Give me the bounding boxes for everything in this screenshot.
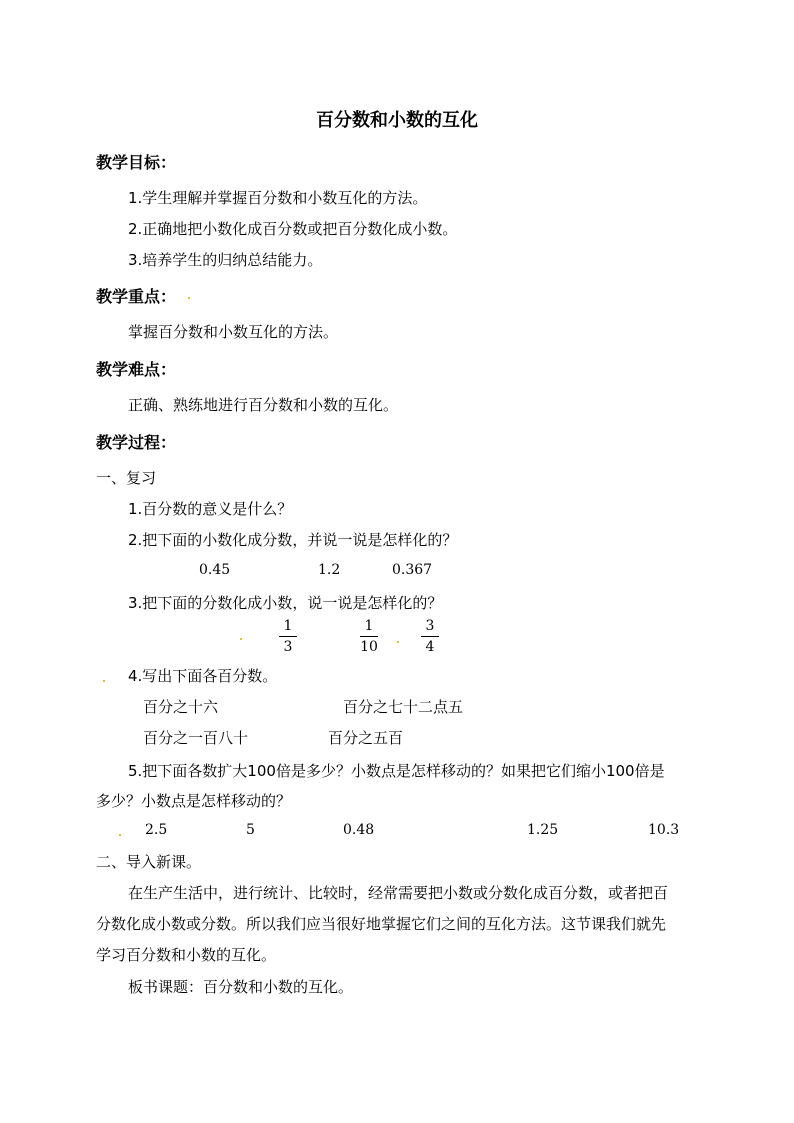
- review-q1: 1.百分数的意义是什么？: [128, 500, 293, 518]
- q5-value-1: 2.5: [145, 822, 168, 838]
- q4-item-1: 百分之十六: [143, 698, 219, 716]
- fraction-numerator: 1: [364, 618, 374, 634]
- fraction-numerator: 3: [425, 618, 435, 634]
- fraction-numerator: 1: [283, 618, 293, 634]
- q5-value-3: 0.48: [343, 822, 375, 838]
- q2-value-1: 0.45: [199, 562, 231, 578]
- board-title: 板书课题：百分数和小数的互化。: [128, 978, 354, 996]
- review-q5-line2: 多少？小数点是怎样移动的？: [96, 792, 292, 810]
- intro-paragraph-line3: 学习百分数和小数的互化。: [96, 946, 277, 964]
- q5-value-2: 5: [246, 822, 255, 838]
- goal-item-3: 3.培养学生的归纳总结能力。: [128, 251, 323, 269]
- page-title: 百分数和小数的互化: [316, 110, 478, 131]
- difficulty-heading: 教学难点：: [96, 360, 177, 379]
- review-q5-line1: 5.把下面各数扩大100倍是多少？小数点是怎样移动的？如果把它们缩小100倍是: [128, 762, 665, 780]
- q2-value-3: 0.367: [392, 562, 433, 578]
- fraction-denominator: 3: [283, 639, 293, 655]
- stray-dot: [119, 834, 121, 836]
- intro-heading: 二、导入新课。: [96, 853, 202, 871]
- fraction-denominator: 4: [425, 639, 435, 655]
- stray-dot: [188, 297, 190, 299]
- difficulty-text: 正确、熟练地进行百分数和小数的互化。: [128, 396, 399, 414]
- fraction-1: [277, 617, 299, 656]
- fraction-denominator: 10: [360, 639, 378, 655]
- review-q3: 3.把下面的分数化成小数，说一说是怎样化的？: [128, 594, 443, 612]
- q5-value-5: 10.3: [648, 822, 680, 838]
- fraction-3: [419, 617, 441, 656]
- fraction-bar: [360, 636, 378, 637]
- q4-item-2: 百分之七十二点五: [343, 698, 464, 716]
- goal-item-1: 1.学生理解并掌握百分数和小数互化的方法。: [128, 189, 428, 207]
- intro-paragraph-line2: 分数化成小数或分数。所以我们应当很好地掌握它们之间的互化方法。这节课我们就先: [96, 915, 667, 933]
- process-heading: 教学过程：: [96, 433, 177, 452]
- q4-item-3: 百分之一百八十: [143, 729, 249, 747]
- key-point-heading: 教学重点：: [96, 287, 177, 306]
- review-q4: 4.写出下面各百分数。: [128, 667, 278, 685]
- stray-dot: [103, 680, 105, 682]
- fraction-2: [358, 617, 380, 656]
- goals-heading: 教学目标：: [96, 153, 177, 172]
- stray-dot: [240, 638, 242, 640]
- key-point-text: 掌握百分数和小数互化的方法。: [128, 323, 339, 341]
- goal-item-2: 2.正确地把小数化成百分数或把百分数化成小数。: [128, 220, 458, 238]
- q5-value-4: 1.25: [527, 822, 559, 838]
- stray-dot: [397, 641, 399, 643]
- fraction-bar: [421, 636, 439, 637]
- q4-item-4: 百分之五百: [328, 729, 404, 747]
- q2-value-2: 1.2: [318, 562, 341, 578]
- intro-paragraph-line1: 在生产生活中，进行统计、比较时，经常需要把小数或分数化成百分数，或者把百: [128, 884, 669, 902]
- fraction-bar: [279, 636, 297, 637]
- review-heading: 一、复习: [96, 469, 157, 487]
- review-q2: 2.把下面的小数化成分数，并说一说是怎样化的？: [128, 531, 458, 549]
